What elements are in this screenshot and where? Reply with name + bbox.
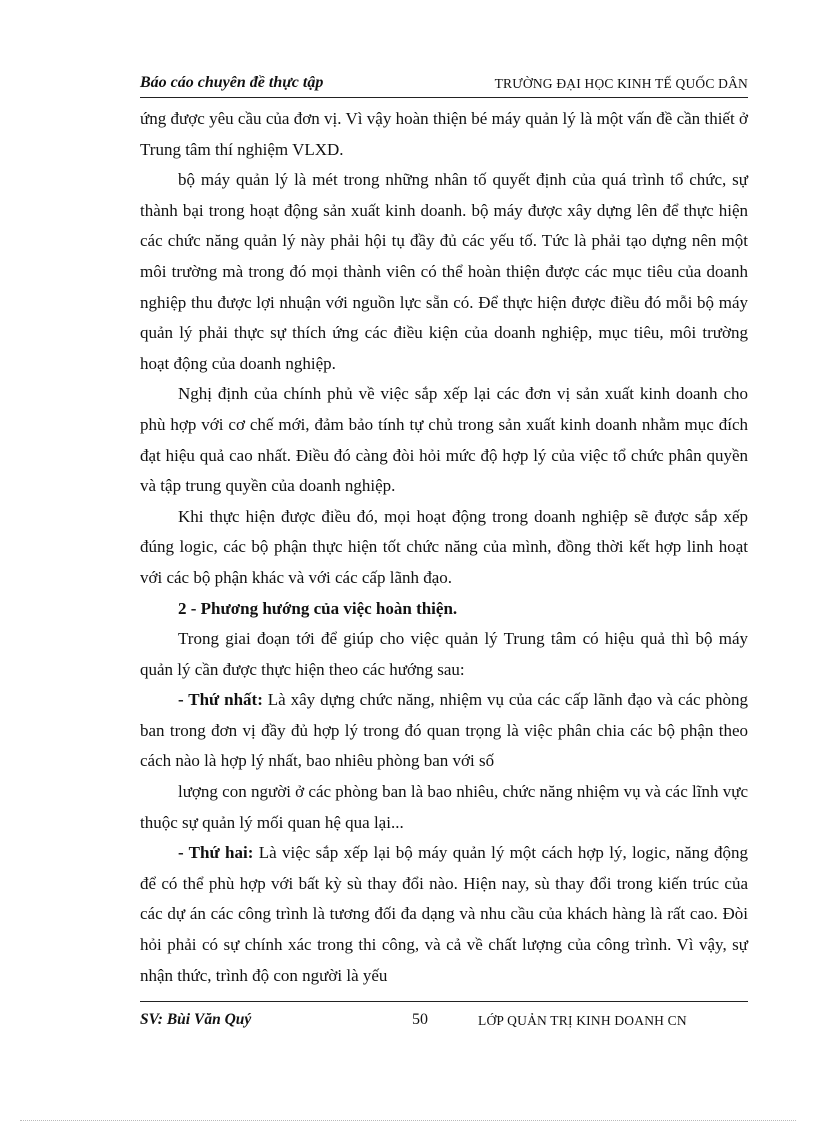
paragraph-second-direction (140, 838, 748, 991)
first-direction-continuation: lượng con người ở các phòng ban là bao nhiêu, chức năng nhiệm vụ và các lĩnh vực thuộc sự quản lý mối quan hệ qua lại... (140, 782, 748, 832)
page-header (140, 72, 748, 96)
paragraph: bộ máy quản lý là mét trong những nhân tố quyết định của quá trình tổ chức, sự thành bại trong hoạt động sản xuất kinh doanh. bộ máy được xây dựng lên để thực hiện các chức năng quản lý này phải hội tụ đầy đủ các yếu tố. Tức là phải tạo dựng nên một môi trường mà trong đó mọi thành viên có thể hoàn thiện được các mục tiêu của doanh nghiệp thu được lợi nhuận với nguồn lực sẵn có. Để thực hiện được điều đó mỗi bộ máy quản lý phải thực sự thích ứng các điều kiện của doanh nghiệp, mục tiêu, môi trường hoạt động của doanh nghiệp. (140, 170, 748, 373)
page-edge-dotted-line (20, 1120, 796, 1121)
second-direction-text: Là việc sắp xếp lại bộ máy quản lý một cách hợp lý, logic, năng động để có thể phù hợp với bất kỳ sù thay đổi nào. Hiện nay, sù thay đổi trong kiến trúc của các dự án các công trình là tương đối đa dạng và nhu cầu của khách hàng là rất cao. Đòi hỏi phải có sự chính xác trong thi công, và cả về chất lượng của công trình. Vì vậy, sự nhận thức, trình độ con người là yếu (140, 843, 749, 985)
header-divider (140, 97, 748, 98)
page-footer (140, 1011, 748, 1033)
paragraph: Khi thực hiện được điều đó, mọi hoạt động trong doanh nghiệp sẽ được sắp xếp đúng logic, các bộ phận thực hiện tốt chức năng của mình, đồng thời kết hợp linh hoạt với các bộ phận khác và với các cấp lãnh đạo. (140, 506, 748, 587)
first-direction-text: Là xây dựng chức năng, nhiệm vụ của các cấp lãnh đạo và các phòng ban trong đơn vị đầy đủ hợp lý trong đó quan trọng là việc phân chia các bộ phận theo cách nào là hợp lý nhất, bao nhiêu phòng ban với số (140, 690, 748, 771)
paragraph-continuation: ứng được yêu cầu của đơn vị. Vì vậy hoàn thiện bé máy quản lý là một vấn đề cần thiết ở Trung tâm thí nghiệm VLXD. (140, 109, 748, 159)
report-title: Báo cáo chuyên đề thực tập (140, 74, 324, 91)
label-second: - Thứ hai: (178, 843, 254, 863)
student-name: SV: Bùi Văn Quý (140, 1011, 252, 1028)
university-name: TRƯỜNG ĐẠI HỌC KINH TẾ QUỐC DÂN (494, 76, 748, 91)
footer-divider (140, 1001, 748, 1002)
paragraph: Nghị định của chính phủ về việc sắp xếp lại các đơn vị sản xuất kinh doanh cho phù hợp với cơ chế mới, đảm bảo tính tự chủ trong sản xuất kinh doanh nhằm mục đích đạt hiệu quả cao nhất. Điều đó càng đòi hỏi mức độ hợp lý của việc tổ chức phân quyền và tập trung quyền của doanh nghiệp. (140, 384, 748, 496)
label-first: - Thứ nhất: (178, 690, 263, 710)
page-body (140, 104, 748, 991)
page-number: 50 (412, 1011, 428, 1028)
paragraph: Trong giai đoạn tới để giúp cho việc quản lý Trung tâm có hiệu quả thì bộ máy quản lý cần được thực hiện theo các hướng sau: (140, 629, 748, 679)
paragraph-first-direction (140, 685, 748, 777)
paragraph-continuation (140, 777, 748, 838)
class-name: LỚP QUẢN TRỊ KINH DOANH CN (478, 1013, 687, 1028)
section-heading: 2 - Phương hướng của việc hoàn thiện. (178, 598, 458, 618)
